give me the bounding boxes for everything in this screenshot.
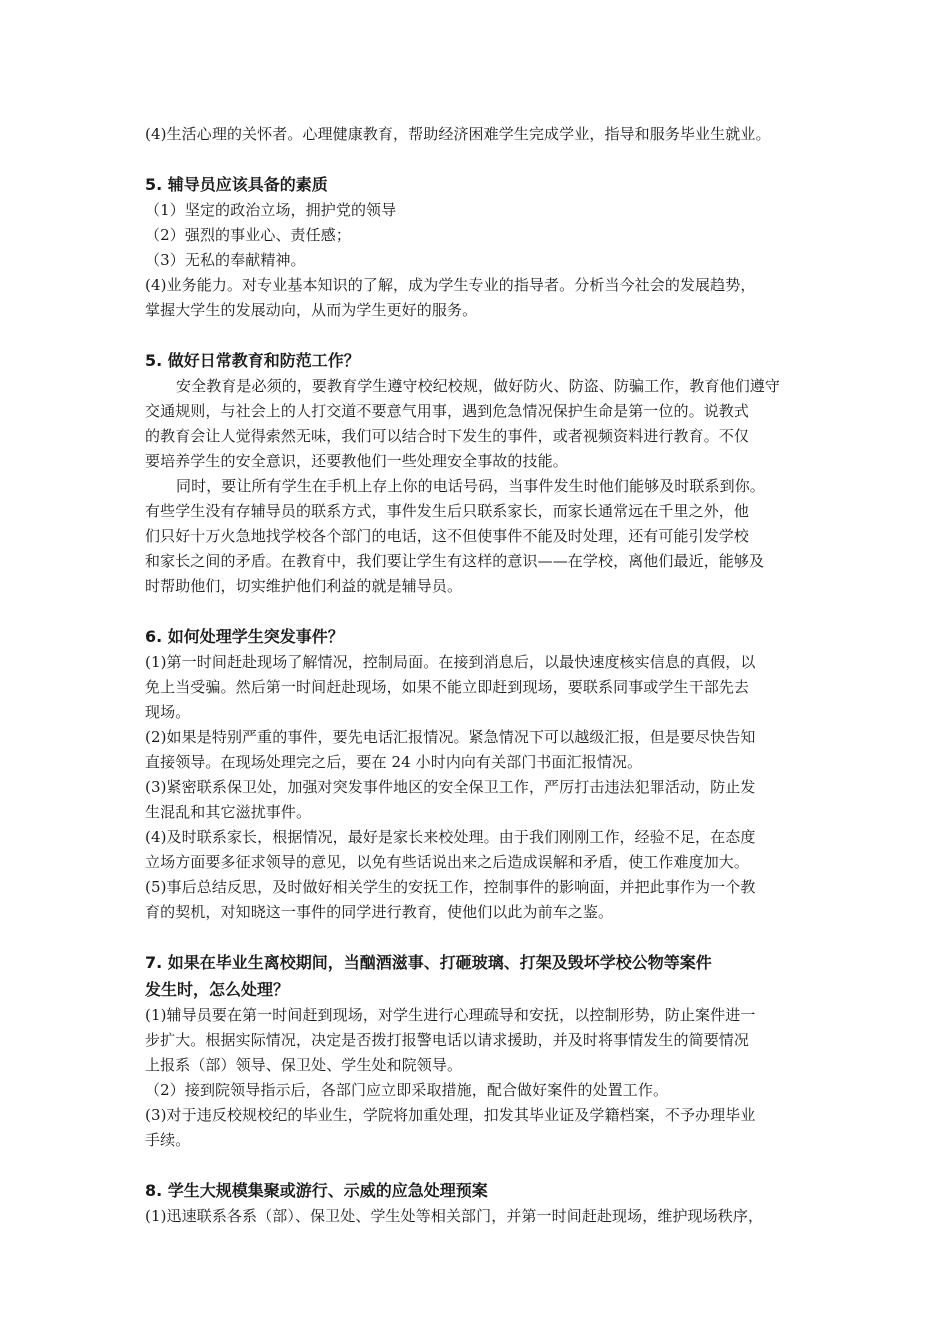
section-heading: 5. 辅导员应该具备的素质 xyxy=(145,175,328,194)
section-heading: 5. 做好日常教育和防范工作？ xyxy=(145,351,360,370)
list-item: (3)紧密联系保卫处，加强对突发事件地区的安全保卫工作，严厉打击违法犯罪活动，防止发 xyxy=(145,778,756,796)
section-emergency-handling xyxy=(145,623,817,925)
paragraph-line: 时帮助他们，切实维护他们利益的就是辅导员。 xyxy=(145,577,463,595)
section-gap xyxy=(145,323,817,347)
paragraph-line: 安全教育是必须的，要教育学生遵守校纪校规，做好防火、防盗、防骗工作，教育他们遵守 xyxy=(176,377,781,395)
list-item: (4)及时联系家长，根据情况，最好是家长来校处理。由于我们刚刚工作，经验不足，在态度 xyxy=(145,828,756,846)
section-daily-education xyxy=(145,347,817,599)
list-item: 免上当受骗。然后第一时间赶赴现场，如果不能立即赶到现场，要联系同事或学生干部先去 xyxy=(145,678,750,696)
paragraph-line: 们只好十万火急地找学校各个部门的电话，这不但使事件不能及时处理，还有可能引发学校 xyxy=(145,527,750,545)
section-heading: 8. 学生大规模集聚或游行、示威的应急处理预案 xyxy=(145,1181,488,1200)
list-item: (1)第一时间赶赴现场了解情况，控制局面。在接到消息后，以最快速度核实信息的真假，以 xyxy=(145,653,756,671)
paragraph-line: 有些学生没有存辅导员的联系方式，事件发生后只联系家长，而家长通常远在千里之外，他 xyxy=(145,502,750,520)
paragraph-line: (4)生活心理的关怀者。心理健康教育，帮助经济困难学生完成学业，指导和服务毕业生就业。 xyxy=(145,125,771,143)
list-item: 生混乱和其它滋扰事件。 xyxy=(145,803,312,821)
list-item: 步扩大。根据实际情况，决定是否拨打报警电话以请求援助，并及时将事情发生的简要情况 xyxy=(145,1031,750,1049)
list-item: (4)业务能力。对专业基本知识的了解，成为学生专业的指导者。分析当今社会的发展趋势， xyxy=(145,276,756,294)
list-item: 掌握大学生的发展动向，从而为学生更好的服务。 xyxy=(145,301,478,319)
section-gap xyxy=(145,1153,817,1177)
section-gap xyxy=(145,599,817,623)
paragraph-line: 要培养学生的安全意识，还要教他们一些处理安全事故的技能。 xyxy=(145,452,568,470)
section-gap xyxy=(145,147,817,171)
paragraph-line: 和家长之间的矛盾。在教育中，我们要让学生有这样的意识——在学校，离他们最近，能够及 xyxy=(145,552,765,570)
list-item: 上报系（部）领导、保卫处、学生处和院领导。 xyxy=(145,1056,463,1074)
list-item: 直接领导。在现场处理完之后，要在 24 小时内向有关部门书面汇报情况。 xyxy=(145,753,643,771)
list-item: （1）坚定的政治立场，拥护党的领导 xyxy=(145,201,397,219)
list-item: 手续。 xyxy=(145,1131,191,1149)
list-item: 立场方面要多征求领导的意见，以免有些话说出来之后造成误解和矛盾，使工作难度加大。 xyxy=(145,853,750,871)
list-item: (1)辅导员要在第一时间赶到现场，对学生进行心理疏导和安抚，以控制形势，防止案件进一 xyxy=(145,1006,756,1024)
list-item: (2)如果是特别严重的事件，要先电话汇报情况。紧急情况下可以越级汇报，但是要尽快告知 xyxy=(145,728,756,746)
list-item: 育的契机，对知晓这一事件的同学进行教育，使他们以此为前车之鉴。 xyxy=(145,903,614,921)
section-heading: 7. 如果在毕业生离校期间，当酗酒滋事、打砸玻璃、打架及毁坏学校公物等案件 xyxy=(145,953,712,972)
list-item: （2）接到院领导指示后，各部门应立即采取措施，配合做好案件的处置工作。 xyxy=(145,1081,669,1099)
list-item: 现场。 xyxy=(145,703,191,721)
section-mass-gathering xyxy=(145,1177,817,1229)
section-qualities xyxy=(145,171,817,323)
list-item: (5)事后总结反思，及时做好相关学生的安抚工作，控制事件的影响面，并把此事作为一个教 xyxy=(145,878,756,896)
list-item: (1)迅速联系各系（部）、保卫处、学生处等相关部门，并第一时间赶赴现场，维护现场秩序， xyxy=(145,1207,764,1225)
section-gap xyxy=(145,925,817,949)
section-graduate-incidents xyxy=(145,949,817,1153)
list-item: (3)对于违反校规校纪的毕业生，学院将加重处理，扣发其毕业证及学籍档案，不予办理毕业 xyxy=(145,1106,756,1124)
document-page xyxy=(145,122,817,1229)
paragraph-line: 交通规则，与社会上的人打交道不要意气用事，遇到危急情况保护生命是第一位的。说教式 xyxy=(145,402,750,420)
section-heading: 6. 如何处理学生突发事件？ xyxy=(145,627,344,646)
list-item: （2）强烈的事业心、责任感； xyxy=(145,226,351,244)
section-heading: 发生时，怎么处理？ xyxy=(145,980,290,999)
paragraph-line: 的教育会让人觉得索然无味，我们可以结合时下发生的事件，或者视频资料进行教育。不仅 xyxy=(145,427,750,445)
list-item: （3）无私的奉献精神。 xyxy=(145,251,306,269)
intro-block xyxy=(145,122,817,147)
paragraph-line: 同时，要让所有学生在手机上存上你的电话号码，当事件发生时他们能够及时联系到你。 xyxy=(176,477,765,495)
